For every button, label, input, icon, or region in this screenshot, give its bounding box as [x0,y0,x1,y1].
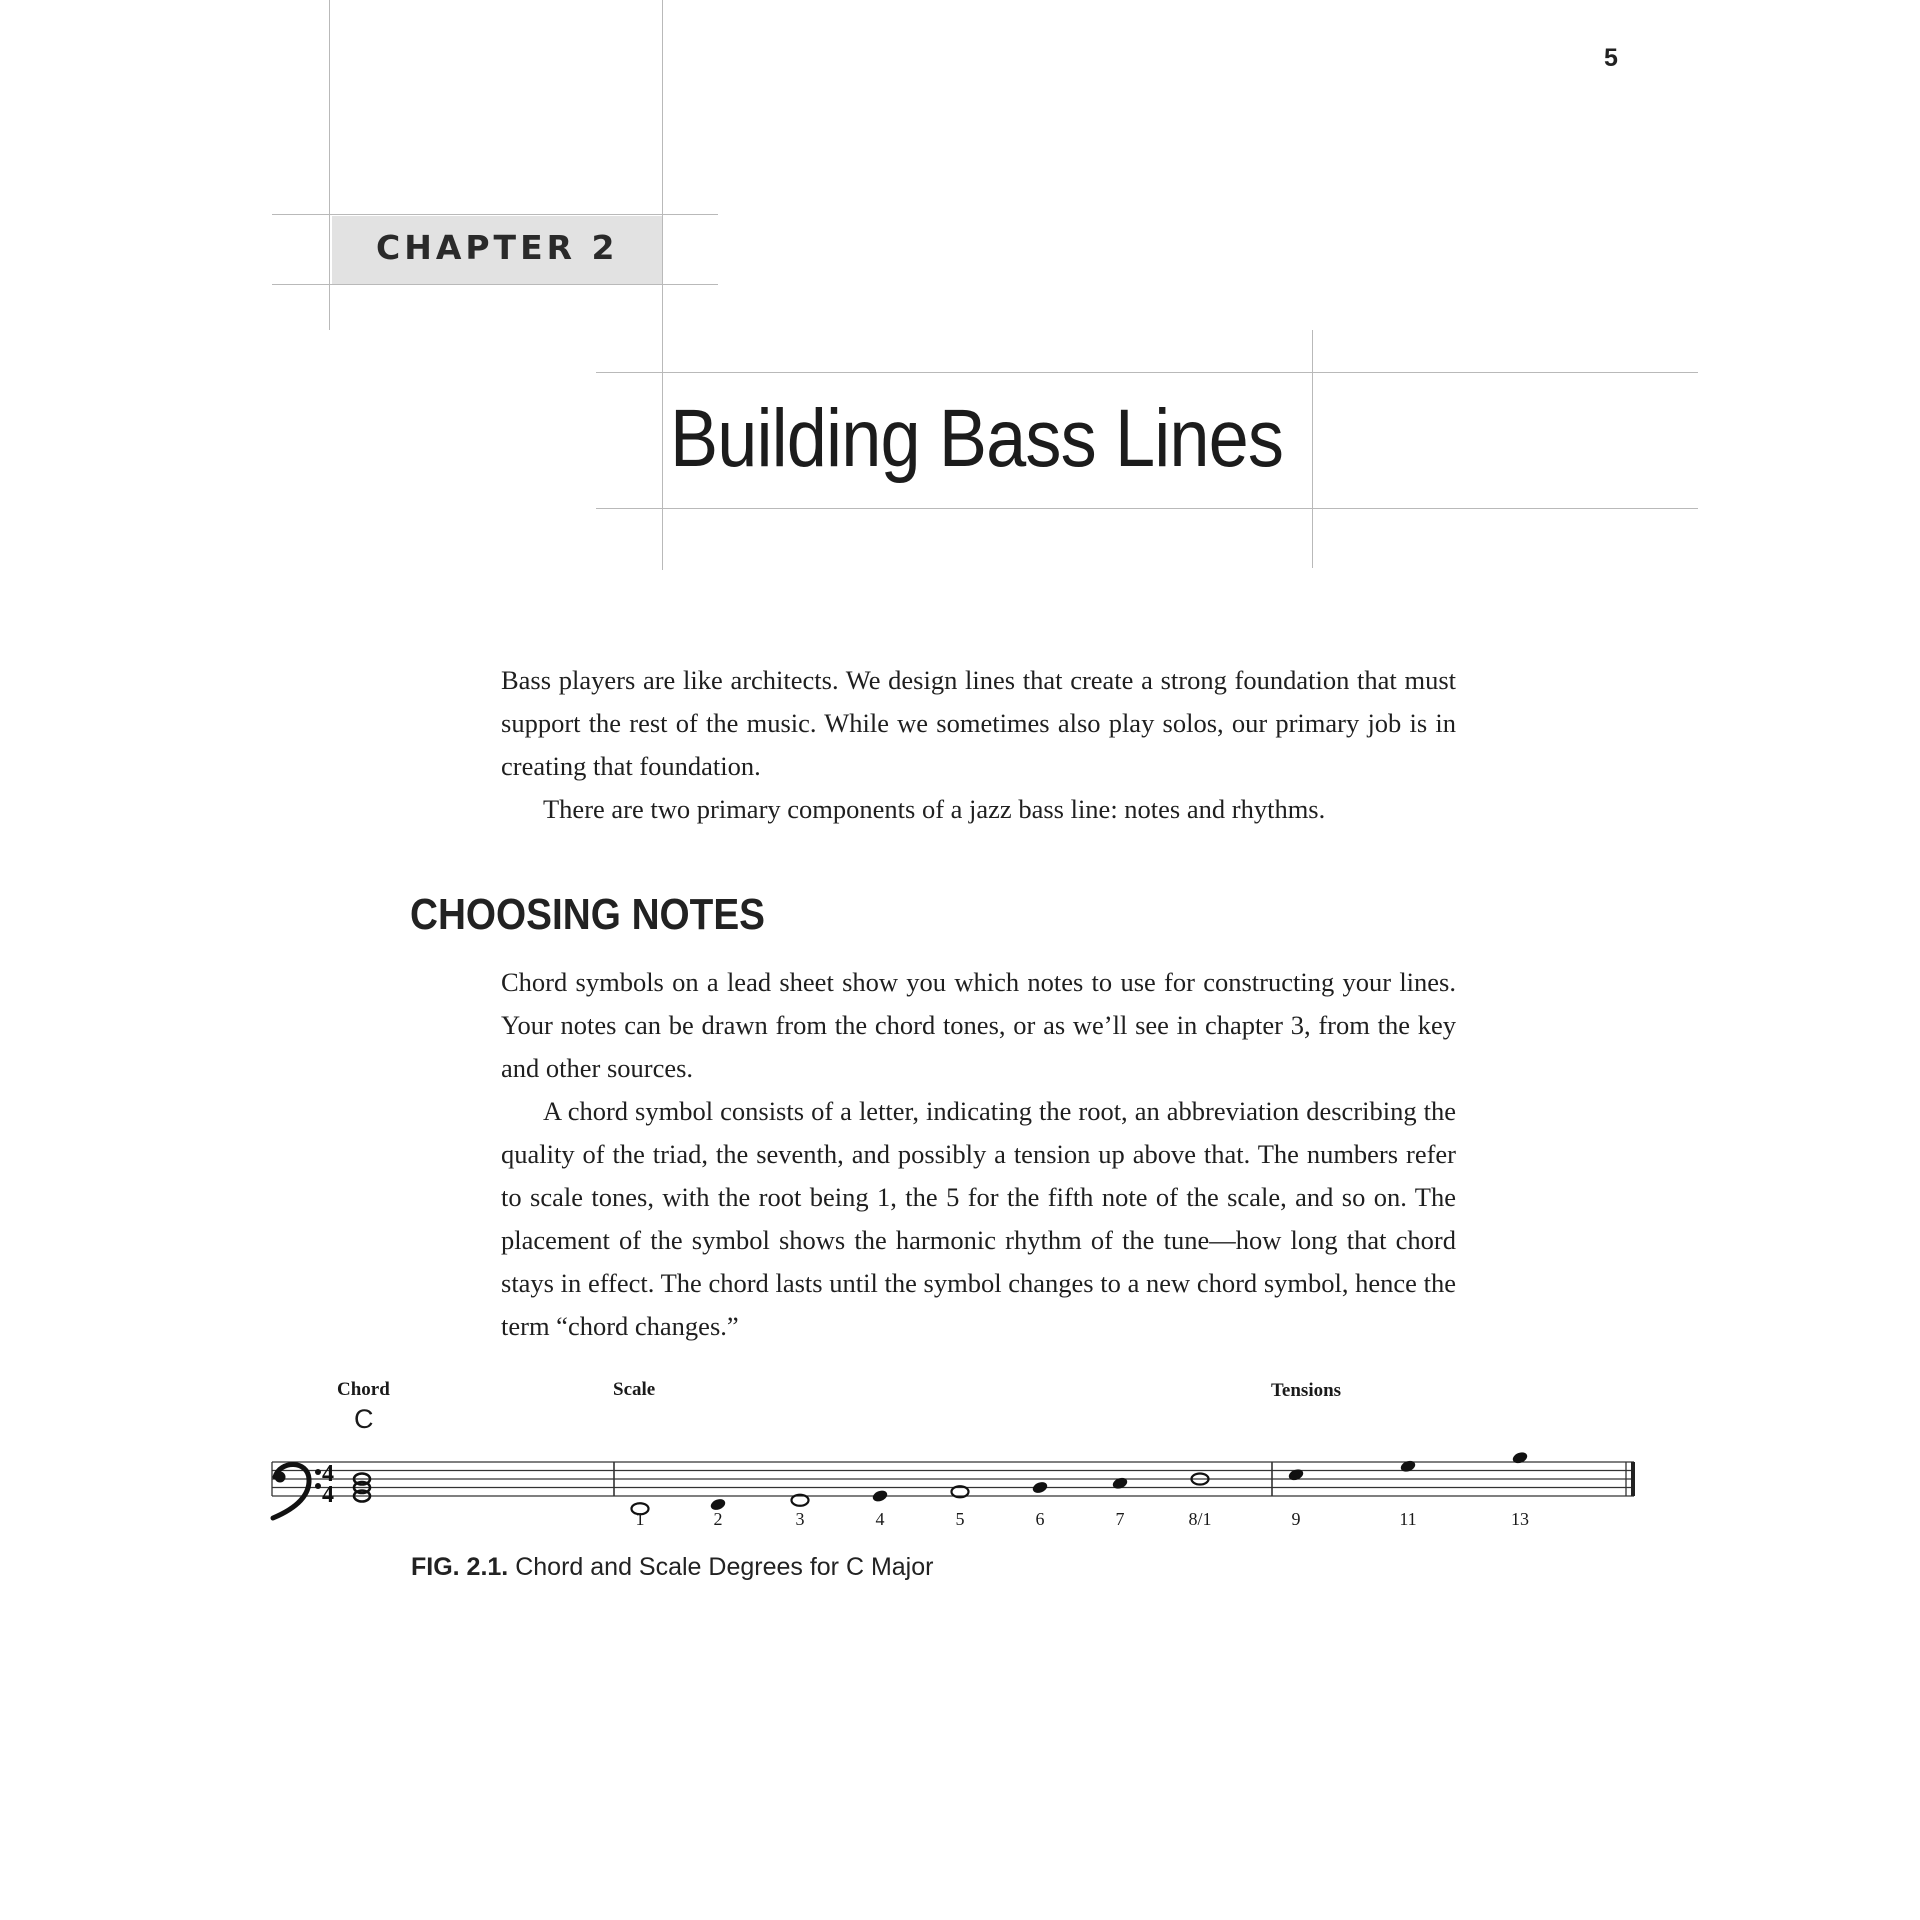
degree-label: 3 [795,1509,805,1529]
chapter-label: CHAPTER 2 [376,228,619,267]
note-head [1111,1476,1129,1491]
paragraph: Bass players are like architects. We design lines that create a strong foundation that must support the rest of the music. While we sometimes also play solos, our primary job is in creating that foundation. [501,665,1456,781]
figure-caption-text: Chord and Scale Degrees for C Major [515,1553,934,1581]
time-signature-top: 4 [322,1461,334,1487]
grid-line [329,0,330,330]
time-signature-bottom: 4 [322,1482,334,1508]
grid-line [662,0,663,570]
note-head [871,1489,889,1504]
chord-symbol: C [354,1404,374,1434]
figure-number: FIG. 2.1. [411,1553,509,1581]
paragraph: A chord symbol consists of a letter, indicating the root, an abbreviation describing the quality of the triad, the seventh, and possibly a tension up above that. The numbers refer to scale tones, with the root being 1, the 5 for the fifth note of the scale, and so on. The placement of the symbol shows the harmonic rhythm of the tune—how long that chord stays in effect. The chord lasts until the symbol changes to a new chord symbol, hence the term “chord changes.” [501,1096,1456,1341]
section-text [501,961,1456,1348]
degree-label: 13 [1511,1509,1529,1529]
page-number: 5 [1604,44,1618,72]
music-figure [0,1360,1920,1600]
grid-line [272,214,718,215]
section-heading: CHOOSING NOTES [410,890,765,939]
grid-line [596,372,1698,373]
grid-line [1312,330,1313,568]
degree-label: 5 [955,1509,965,1529]
degree-label: 2 [713,1509,723,1529]
note-head [1511,1450,1529,1465]
note-head [1031,1480,1049,1495]
chapter-title: Building Bass Lines [670,393,1284,484]
degree-label: 11 [1399,1509,1417,1529]
degree-labels [636,1509,1530,1529]
staff [272,1462,1634,1496]
paragraph: There are two primary components of a jazz bass line: notes and rhythms. [543,794,1326,824]
figure-caption [411,1553,933,1582]
degree-label: 8/1 [1188,1509,1212,1529]
music-staff-figure [0,1360,1920,1600]
degree-label: 9 [1291,1509,1301,1529]
label-tensions: Tensions [1271,1380,1342,1401]
bass-clef-icon [273,1464,321,1518]
degree-label: 1 [635,1509,645,1529]
note-head [1399,1459,1417,1474]
notes [354,1450,1529,1514]
grid-line [596,508,1698,509]
paragraph: Chord symbols on a lead sheet show you which notes to use for constructing your lines. Your notes can be drawn from the chord tones, or as we’ll see in chapter 3, from the key and other sources. [501,967,1456,1083]
degree-label: 4 [875,1509,885,1529]
label-chord: Chord [337,1379,390,1400]
degree-label: 6 [1035,1509,1045,1529]
note-head [1287,1467,1305,1482]
grid-line [272,284,718,285]
label-scale: Scale [613,1379,656,1400]
degree-label: 7 [1115,1509,1125,1529]
intro-text [501,659,1456,831]
